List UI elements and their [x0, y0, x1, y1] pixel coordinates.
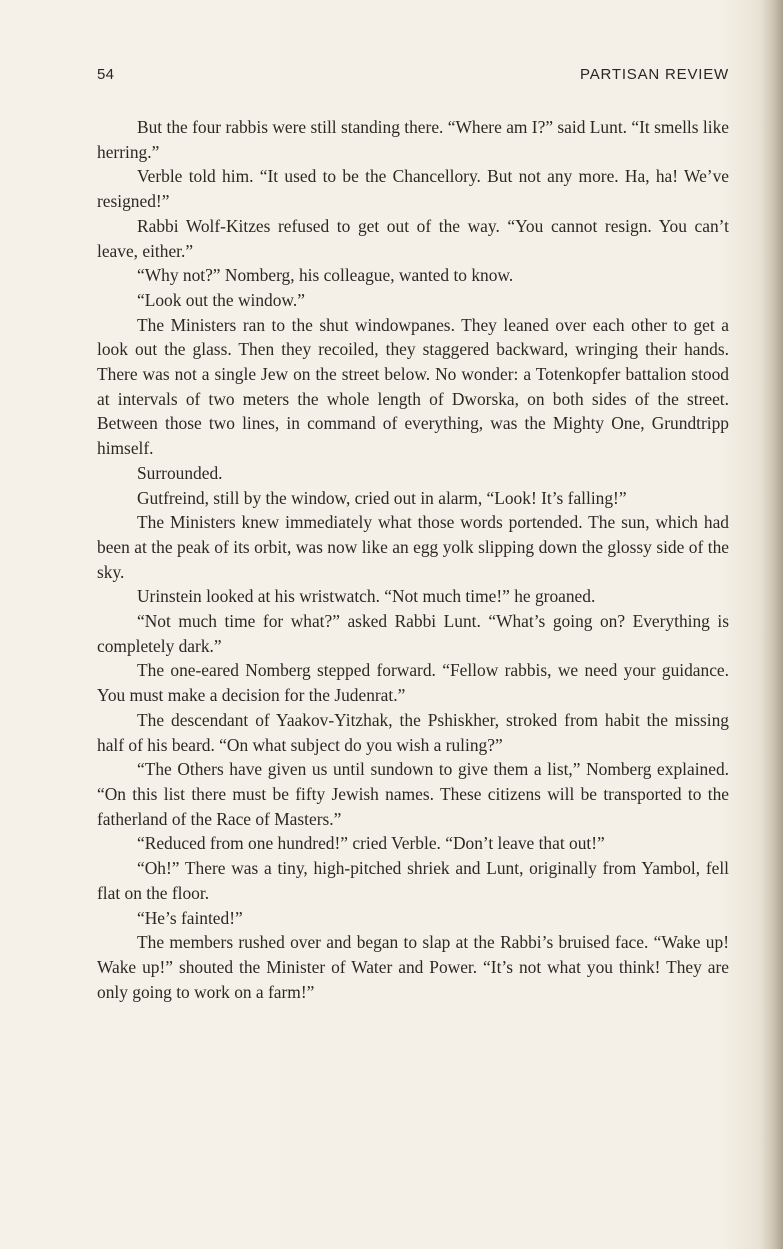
paragraph: Gutfreind, still by the window, cried out in alarm, “Look! It’s falling!” — [137, 487, 627, 508]
paragraph: “Reduced from one hundred!” cried Verble. “Don’t leave that out!” — [137, 833, 605, 854]
paragraph: Urinstein looked at his wristwatch. “Not much time!” he groaned. — [137, 586, 596, 607]
running-header — [97, 66, 729, 86]
paragraph: “Not much time for what?” asked Rabbi Lunt. “What’s going on? Everything is completely dark.” — [97, 611, 729, 656]
paragraph: “Oh!” There was a tiny, high-pitched shriek and Lunt, originally from Yambol, fell flat on the floor. — [97, 858, 729, 903]
paragraph: The descendant of Yaakov-Yitzhak, the Pshiskher, stroked from habit the missing half of his beard. “On what subject do you wish a ruling?” — [97, 709, 729, 755]
paragraph: The one-eared Nomberg stepped forward. “Fellow rabbis, we need your guidance. You must make a decision for the Judenrat.” — [97, 660, 729, 706]
paragraph: “The Others have given us until sundown to give them a list,” Nomberg explained. “On this list there must be fifty Jewish names. These citizens will be transported to the fatherland of the Race of Masters.” — [97, 759, 729, 829]
paragraph: The Ministers ran to the shut windowpanes. They leaned over each other to get a look out the glass. Then they recoiled, they staggered backward, wringing their hands. There was not a single Jew on the street below. No wonder: a Totenkopfer battalion stood at intervals of two meters the whole length of Dworska, on both sides of the street. Between those two lines, in command of everything, was the Mighty One, Grundtripp himself. — [97, 314, 729, 459]
page-number: 54 — [97, 66, 115, 83]
paragraph: “He’s fainted!” — [137, 907, 243, 928]
paragraph: But the four rabbis were still standing there. “Where am I?” said Lunt. “It smells like herring.” — [97, 117, 729, 162]
paragraph: Verble told him. “It used to be the Chancellory. But not any more. Ha, ha! We’ve resigned!” — [97, 166, 729, 212]
body-text — [97, 115, 729, 1004]
paragraph: Rabbi Wolf-Kitzes refused to get out of the way. “You cannot resign. You can’t leave, either.” — [97, 215, 729, 261]
paragraph: The Ministers knew immediately what those words portended. The sun, which had been at the peak of its orbit, was now like an egg yolk slipping down the glossy side of the sky. — [97, 512, 729, 582]
paragraph: “Why not?” Nomberg, his colleague, wanted to know. — [137, 265, 514, 286]
paragraph: “Look out the window.” — [137, 289, 305, 310]
binding-shadow — [761, 0, 783, 1249]
paragraph: The members rushed over and began to slap at the Rabbi’s bruised face. “Wake up! Wake up!” shouted the Minister of Water and Power. “It’s not what you think! They are only going to work on a farm!” — [97, 932, 729, 1002]
running-title: PARTISAN REVIEW — [580, 66, 729, 83]
paragraph: Surrounded. — [137, 462, 223, 483]
